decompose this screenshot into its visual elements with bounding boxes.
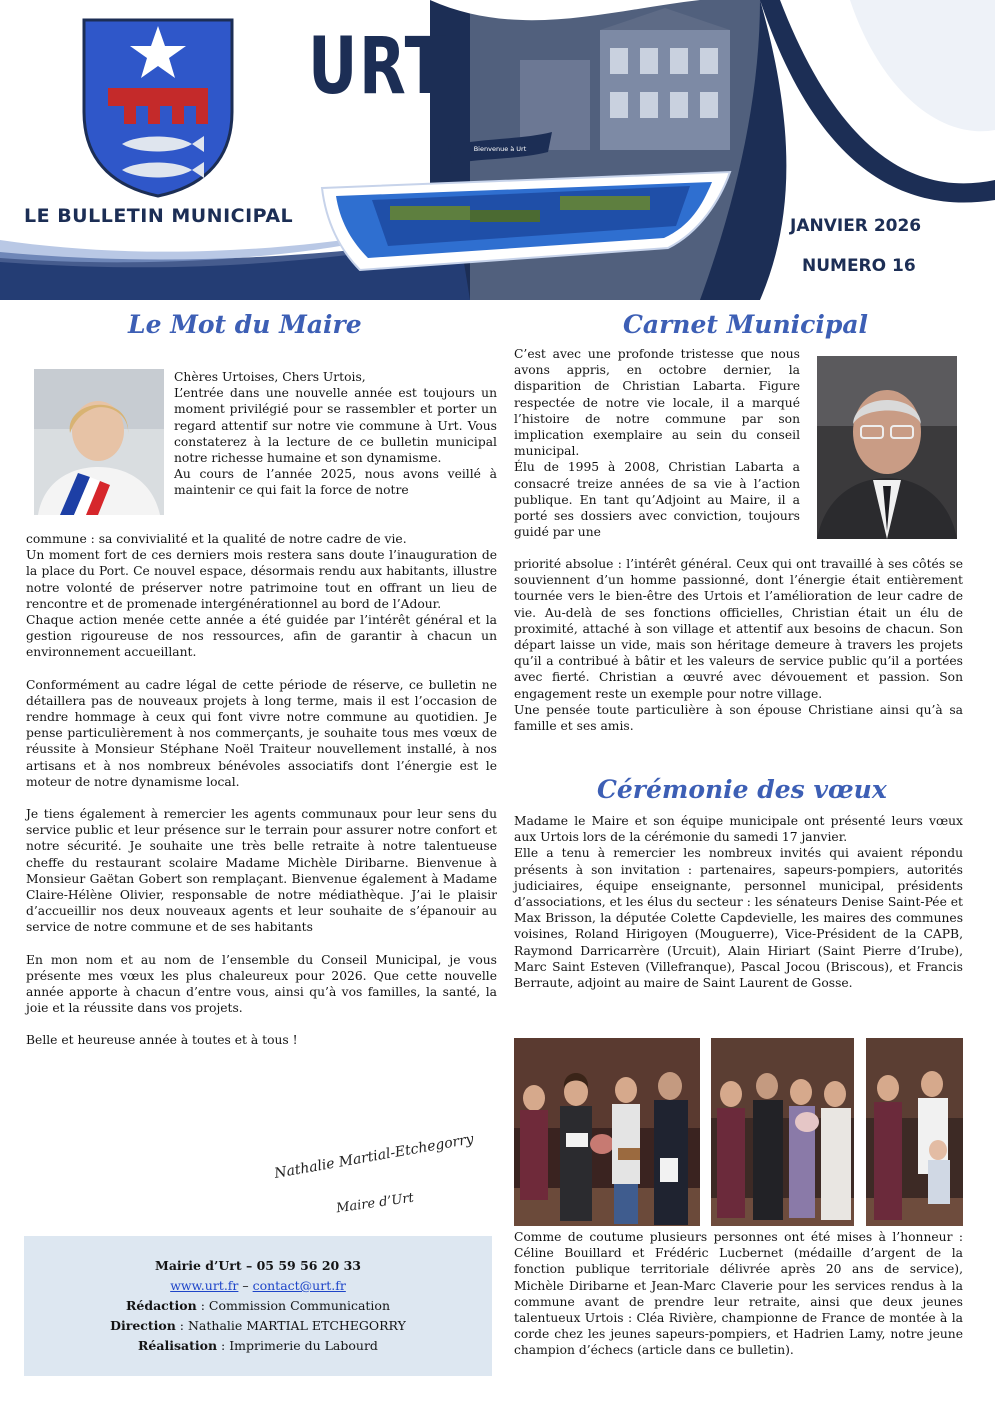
realisation-line: Réalisation : Imprimerie du Labourd	[138, 1338, 378, 1353]
paragraph-interet-general: Chaque action menée cette année a été guidée par l’intérêt général et la gestion rigoureuse de nos ressources, afin de garantir à chacun un environnement accueillant.	[26, 613, 497, 660]
paragraph-place-du-port: Un moment fort de ces derniers mois restera sans doute l’inauguration de la place du Port. Ce nouvel espace, désormais rendu aux habitants, illustre notre volonté de préserver notre patrimoine tout en offrant un lieu de rencontre et de promenade intergénérationnel au bord de l’Adour.	[26, 548, 497, 611]
carnet-municipal-title: Carnet Municipal	[623, 310, 869, 339]
bulletin-label: LE BULLETIN MUNICIPAL	[24, 205, 294, 227]
ceremony-photo-2	[711, 1038, 854, 1226]
mairie-phone: Mairie d’Urt – 05 59 56 20 33	[154, 1258, 361, 1273]
carnet-paragraph-1: C’est avec une profonde tristesse que nous avons appris, en octobre dernier, la disparition de Christian Labarta. Figure respectée de notre vie locale, il a marqué l’histoire de notre commune par son implication exemplaire au sein du conseil municipal.	[514, 347, 800, 459]
ceremonie-honours	[514, 1229, 963, 1359]
paragraph-voeux: En mon nom et au nom de l’ensemble du Conseil Municipal, je vous présente mes vœux les plus chaleureux pour 2026. Que cette nouvelle année apporte à chacun d’entre vous, ainsi qu’à vos familles, la santé, la joie et la réussite dans vos projets.	[26, 952, 497, 1016]
carnet-body-narrow	[514, 346, 800, 540]
link-separator: –	[238, 1278, 253, 1293]
email-link[interactable]: contact@urt.fr	[252, 1278, 346, 1293]
issue-number: NUMERO 16	[802, 256, 916, 276]
greeting: Chères Urtoises, Chers Urtois,	[174, 370, 366, 384]
ceremonie-paragraph-1: Madame le Maire et son équipe municipale ont présenté leurs vœux aux Urtois lors de la cérémonie du samedi 17 janvier.	[514, 814, 963, 845]
town-name: URT	[308, 22, 448, 112]
signature-name: Nathalie Martial-Etchegorry	[273, 1131, 475, 1182]
redaction-line: Rédaction : Commission Communication	[125, 1298, 391, 1313]
mot-du-maire-intro	[174, 369, 497, 499]
contact-links	[24, 1276, 492, 1296]
carnet-paragraph-2: Élu de 1995 à 2008, Christian Labarta a consacré treize années de sa vie à l’action publique. En tant qu’Adjoint au Maire, il a porté ses dossiers avec conviction, toujours guidé par une	[514, 460, 800, 540]
contact-box	[24, 1236, 492, 1376]
town-crest-logo	[78, 16, 238, 198]
direction-line: Direction : Nathalie MARTIAL ETCHEGORRY	[110, 1318, 406, 1333]
carnet-paragraph-3: Une pensée toute particulière à son épouse Christiane ainsi qu’à sa famille et ses amis.	[514, 702, 963, 734]
intro-paragraph-2: Au cours de l’année 2025, nous avons veillé à maintenir ce qui fait la force de notre	[174, 467, 497, 498]
mot-du-maire-body	[26, 531, 497, 1049]
christian-labarta-photo	[817, 356, 957, 539]
intro-paragraph-2-continued: commune : sa convivialité et la qualité de notre cadre de vie.	[26, 532, 407, 546]
carnet-body-wide	[514, 556, 963, 734]
masthead	[0, 0, 995, 300]
ceremonie-paragraph-3: Comme de coutume plusieurs personnes ont été mises à l’honneur : Céline Bouillard et Frédéric Lucbernet (médaille d’argent de la fonction publique territoriale délivrée après 20 ans de service), Michèle Diribarne et Jean-Marc Claverie pour les services rendus à la commune avant de prendre leur retraite, ainsi que deux jeunes talentueux Urtois : Cléa Rivière, championne de France de montée à la corde chez les jeunes sapeurs-pompiers, et Hadrien Lamy, notre jeune champion d’échecs (article dans ce bulletin).	[514, 1230, 963, 1358]
website-link[interactable]: www.urt.fr	[170, 1278, 239, 1293]
ceremony-photo-3	[866, 1038, 963, 1226]
paragraph-closing: Belle et heureuse année à toutes et à tous !	[26, 1033, 298, 1048]
signature-role: Maire d’Urt	[335, 1190, 415, 1217]
intro-paragraph-1: L’entrée dans une nouvelle année est toujours un moment privilégié pour se rassembler et porter un regard attentif sur notre vie commune à Urt. Vous constaterez à la lecture de ce bulletin municipal notre richesse humaine et son dynamisme.	[174, 386, 497, 466]
ceremonie-title: Cérémonie des vœux	[597, 775, 887, 804]
carnet-paragraph-2-continued: priorité absolue : l’intérêt général. Ceux qui ont travaillé à ses côtés se souviennent d’un homme passionné, dont l’énergie était entièrement tournée vers le bien-être des Urtois et l’amélioration de leur cadre de vie. Au-delà de ses fonctions officielles, Christian était un élu de proximité, attaché à son village et attentif aux besoins de chacun. Son départ laisse un vide, mais son héritage demeure à travers les projets qu’il a contribué à bâtir et les valeurs de service public qu’il a portées avec fierté. Christian a œuvré avec dévouement et passion. Son engagement reste un exemple pour notre village.	[514, 557, 963, 701]
paragraph-periode-reserve: Conformément au cadre légal de cette période de réserve, ce bulletin ne détaillera pas de nouveaux projets à long terme, mais il est l’occasion de rendre hommage à ceux qui font vivre notre commune au quotidien. Je pense particulièrement à nos commerçants, je souhaite tous mes vœux de réussite à Monsieur Stéphane Noël Traiteur nouvellement installé, à nos artisans et à nos nombreux bénévoles associatifs dont l’énergie est le moteur de notre dynamisme local.	[26, 677, 497, 789]
ceremony-photo-1	[514, 1038, 700, 1226]
paragraph-agents-communaux: Je tiens également à remercier les agents communaux pour leur sens du service public et leur présence sur le terrain pour assurer notre confort et notre sécurité. Je souhaite une très belle retraite à notre talentueuse cheffe du restaurant scolaire Madame Michèle Diribarne. Bienvenue à Monsieur Gaëtan Gobert son remplaçant. Bienvenue également à Madame Claire-Hélène Olivier, responsable de notre médiathèque. J’ai le plaisir d’accueillir nos deux nouveaux agents et leur souhaite de s’épanouir au service de notre commune et de ses habitants	[26, 807, 497, 935]
ceremonie-paragraph-2: Elle a tenu à remercier les nombreux invités qui avaient répondu présents à son invitation : partenaires, sapeurs-pompiers, autorités judiciaires, équipe enseignante, personnel municipal, présidents d’associations, et les élus du secteur : les sénateurs Denise Saint-Pée et Max Brisson, la députée Colette Capdevielle, les maires des communes voisines, Roland Hirigoyen (Mouguerre), Vice-Président de la CAPB, Raymond Darricarrère (Urcuit), Alain Hiriart (Saint Pierre d’Irube), Marc Saint Esteven (Villefranque), Pascal Jocou (Briscous), et Francis Berraute, adjoint au maire de Saint Laurent de Gosse.	[514, 846, 963, 991]
banner-text: Bienvenue à Urt	[473, 145, 527, 153]
ceremonie-body	[514, 813, 963, 991]
mot-du-maire-title: Le Mot du Maire	[128, 310, 362, 339]
issue-date: JANVIER 2026	[790, 216, 922, 236]
mayor-portrait-photo	[34, 369, 164, 515]
